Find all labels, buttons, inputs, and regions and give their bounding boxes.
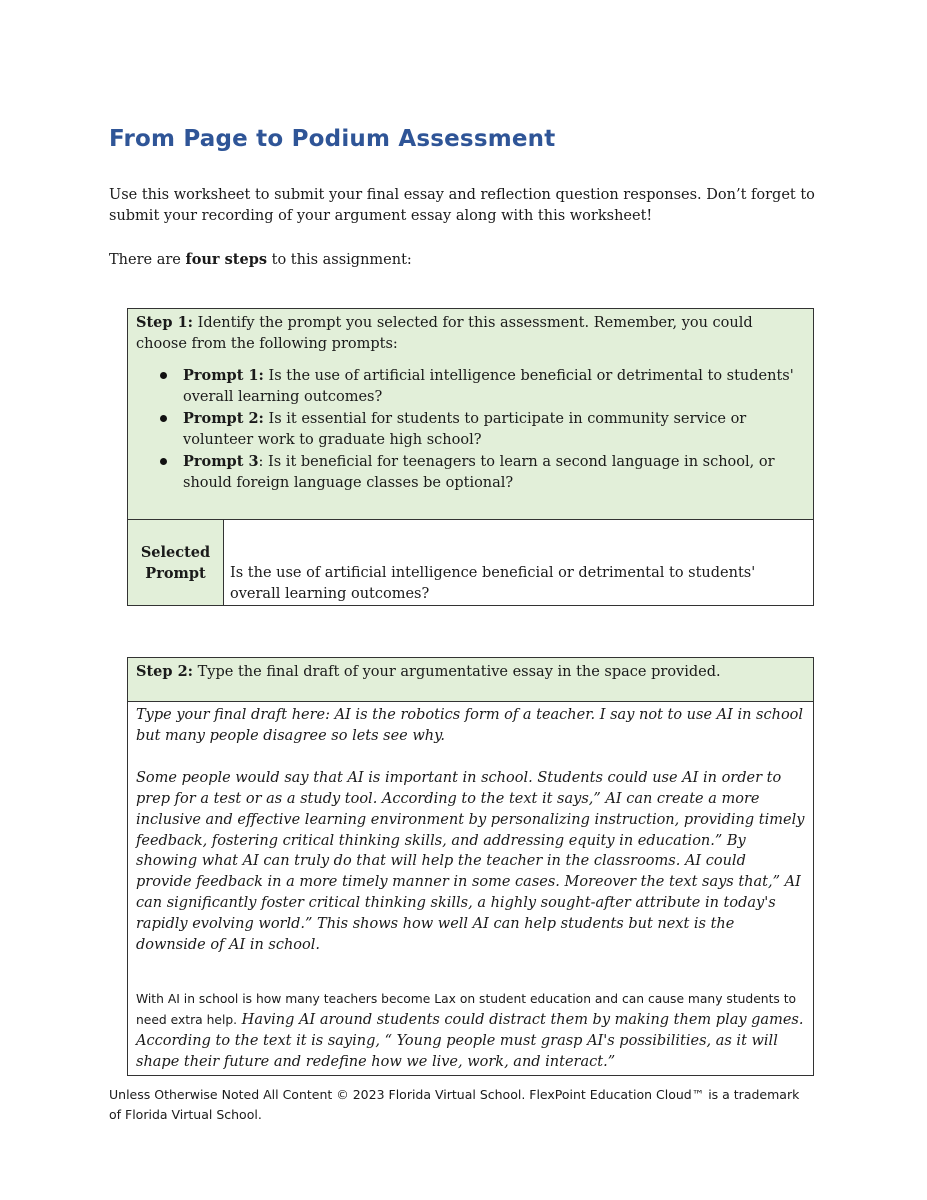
bullet-icon: [160, 372, 167, 379]
essay-paragraph: Type your final draft here: AI is the robotics form of a teacher. I say not to use AI in school but many people disagree so lets see why.: [136, 707, 804, 744]
list-item: [156, 365, 813, 408]
list-item: [156, 451, 813, 494]
prompt-label: Prompt 3: [183, 453, 259, 470]
step2-instructions: [128, 658, 813, 683]
steps-line-before: There are: [109, 252, 186, 268]
step1-label: Step 1:: [136, 314, 194, 331]
prompt-text: Is the use of artificial intelligence beneficial or detrimental to students' overall learning outcomes?: [183, 368, 794, 405]
essay-paragraph: [136, 989, 805, 1073]
steps-line-after: to this assignment:: [267, 252, 412, 268]
prompt-label: Prompt 1:: [183, 367, 264, 384]
list-item: [156, 408, 813, 451]
step2-table: [127, 657, 814, 1076]
prompt-list: [128, 365, 813, 494]
selected-prompt-label-cell: [128, 520, 224, 606]
step1-cell: [128, 309, 814, 520]
prompt-label: Prompt 2:: [183, 410, 264, 427]
bullet-icon: [160, 458, 167, 465]
selected-prompt-value: Is the use of artificial intelligence beneficial or detrimental to students' overall learning outcomes?: [230, 565, 756, 602]
prompt-text: : Is it beneficial for teenagers to learn a second language in school, or should foreign language classes be optional?: [183, 454, 775, 491]
intro-text: Use this worksheet to submit your final essay and reflection question responses. Don’t forget to submit your recording of your argument essay along with this worksheet!: [109, 187, 815, 224]
step2-header-cell: [128, 658, 814, 702]
selected-prompt-label: Selected Prompt: [140, 544, 211, 582]
essay-content: [128, 702, 813, 1073]
steps-line-bold: four steps: [185, 251, 268, 268]
page-title: From Page to Podium Assessment: [109, 126, 556, 152]
bullet-icon: [160, 415, 167, 422]
step2-text: Type the final draft of your argumentative essay in the space provided.: [193, 664, 721, 680]
step1-instructions: [128, 309, 813, 355]
step1-table: [127, 308, 814, 606]
prompt-text: Is it essential for students to participate in community service or volunteer work to graduate high school?: [183, 411, 747, 448]
steps-line: [109, 249, 412, 271]
essay-field[interactable]: [128, 702, 814, 1076]
essay-plain-text: With AI in school is how many teachers become Lax on student education and can cause many students to need extra help.: [136, 991, 797, 1027]
step2-label: Step 2:: [136, 663, 194, 680]
essay-italic-text: Having AI around students could distract them by making them play games. According to the text it is saying, “ Young people must grasp AI's possibilities, as it will shape their future and redefine how we live, work, and interact.”: [136, 1011, 804, 1070]
selected-prompt-field[interactable]: [224, 520, 814, 606]
footer-copyright: Unless Otherwise Noted All Content © 2023 Florida Virtual School. FlexPoint Education Cloud™ is a trademark of Florida Virtual School.: [109, 1087, 800, 1122]
essay-paragraph: Some people would say that AI is important in school. Students could use AI in order to prep for a test or as a study tool. According to the text it says,” AI can create a more inclusive and effective learning environment by personalizing instruction, providing timely feedback, fostering critical thinking skills, and addressing equity in education.” By showing what AI can truly do that will help the teacher in the classrooms. AI could provide feedback in a more timely manner in some cases. Moreover the text says that,” AI can significantly foster critical thinking skills, a highly sought-after attribute in today's rapidly evolving world.” This shows how well AI can help students but next is the downside of AI in school.: [136, 769, 805, 954]
step1-text: Identify the prompt you selected for this assessment. Remember, you could choose from the following prompts:: [136, 315, 753, 352]
